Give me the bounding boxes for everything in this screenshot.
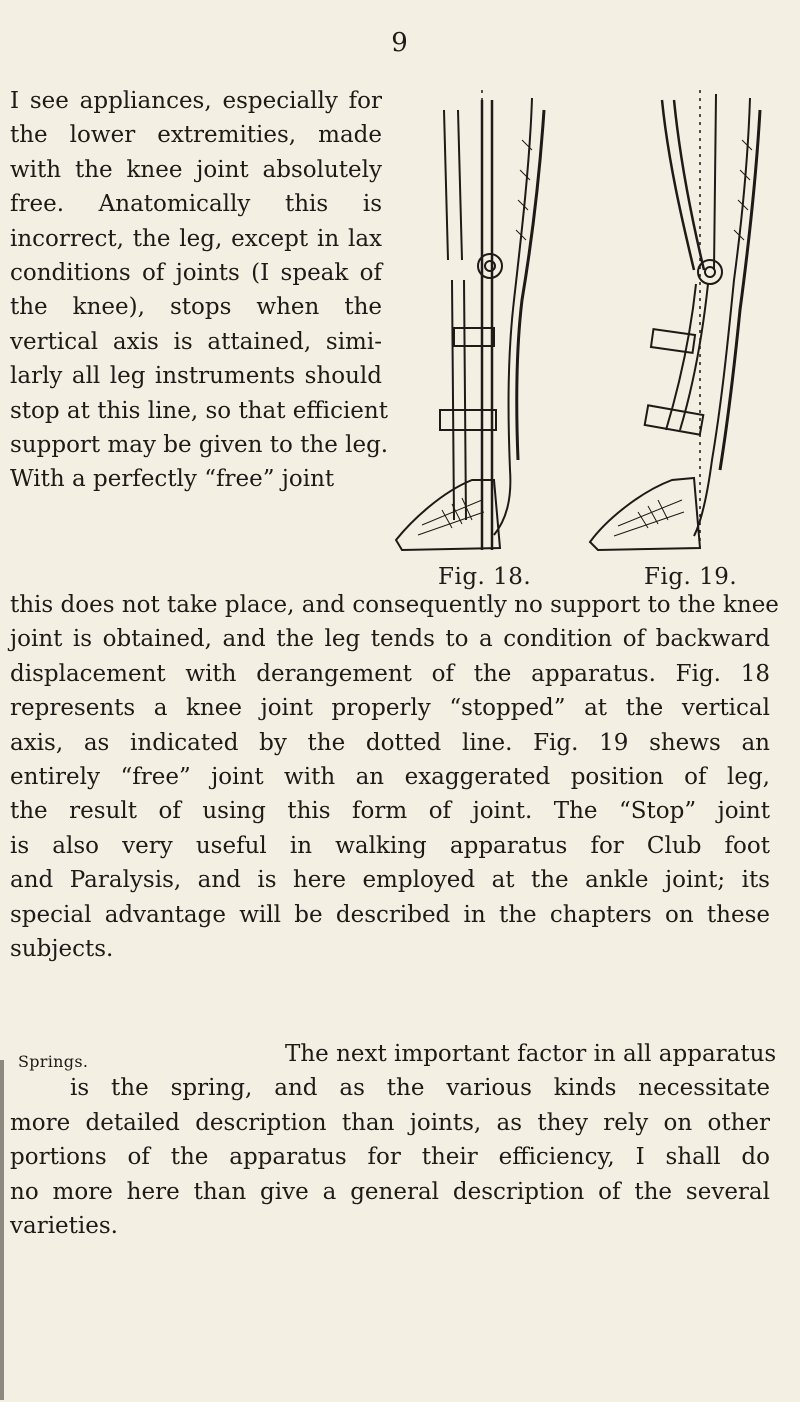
text-line: With a perfectly “free” joint <box>10 466 335 493</box>
text-line: entirely “free” joint with an exaggerated position of leg, <box>10 763 770 790</box>
text-line: the knee), stops when the <box>10 294 382 321</box>
body-paragraph <box>10 588 779 966</box>
text-line: is the spring, and as the various kinds necessitate <box>70 1075 770 1102</box>
text-line: and Paralysis, and is here employed at the ankle joint; its <box>10 867 770 894</box>
fig-19-leg-brace-illustration <box>582 80 782 560</box>
fig-18-caption: Fig. 18. <box>438 564 532 590</box>
figures-area <box>382 80 782 600</box>
text-line: I see appliances, especially for <box>10 88 382 114</box>
text-line: the result of using this form of joint. The “Stop” joint <box>10 798 770 825</box>
text-line: with the knee joint absolutely <box>10 156 382 183</box>
text-line: support may be given to the leg. <box>10 431 389 458</box>
text-line: more detailed description than joints, as they rely on other <box>10 1109 770 1136</box>
text-line: the lower extremities, made <box>10 122 382 149</box>
margin-heading-springs: Springs. <box>18 1052 89 1071</box>
text-line: larly all leg instruments should <box>10 363 382 390</box>
text-line: represents a knee joint properly “stopped” at the vertical <box>10 695 770 722</box>
text-line: is also very useful in walking apparatus for Club foot <box>10 832 770 859</box>
fig-18-leg-brace-illustration <box>382 80 582 560</box>
springs-paragraph <box>10 1037 777 1243</box>
text-line: joint is obtained, and the leg tends to a condition of backward <box>10 626 770 653</box>
wrapped-text-column <box>10 84 389 497</box>
text-line: special advantage will be described in the chapters on these <box>10 901 770 928</box>
text-line: The next important factor in all apparatus <box>285 1041 777 1067</box>
text-line: incorrect, the leg, except in lax <box>10 225 382 252</box>
text-line: conditions of joints (I speak of <box>10 259 382 286</box>
text-line: this does not take place, and consequently no support to the knee <box>10 592 779 618</box>
text-line: no more here than give a general description of the several <box>10 1178 770 1205</box>
text-line: varieties. <box>10 1212 118 1239</box>
text-line: free. Anatomically this is <box>10 191 382 218</box>
binding-shadow <box>0 1060 4 1400</box>
text-line: displacement with derangement of the apparatus. Fig. 18 <box>10 660 770 687</box>
text-line: subjects. <box>10 935 114 962</box>
fig-19-caption: Fig. 19. <box>644 564 738 590</box>
text-line: axis, as indicated by the dotted line. Fig. 19 shews an <box>10 729 770 756</box>
text-line: stop at this line, so that efficient <box>10 397 388 424</box>
text-line: vertical axis is attained, simi- <box>10 328 382 355</box>
text-line: portions of the apparatus for their efficiency, I shall do <box>10 1144 770 1171</box>
page-number: 9 <box>391 28 409 58</box>
